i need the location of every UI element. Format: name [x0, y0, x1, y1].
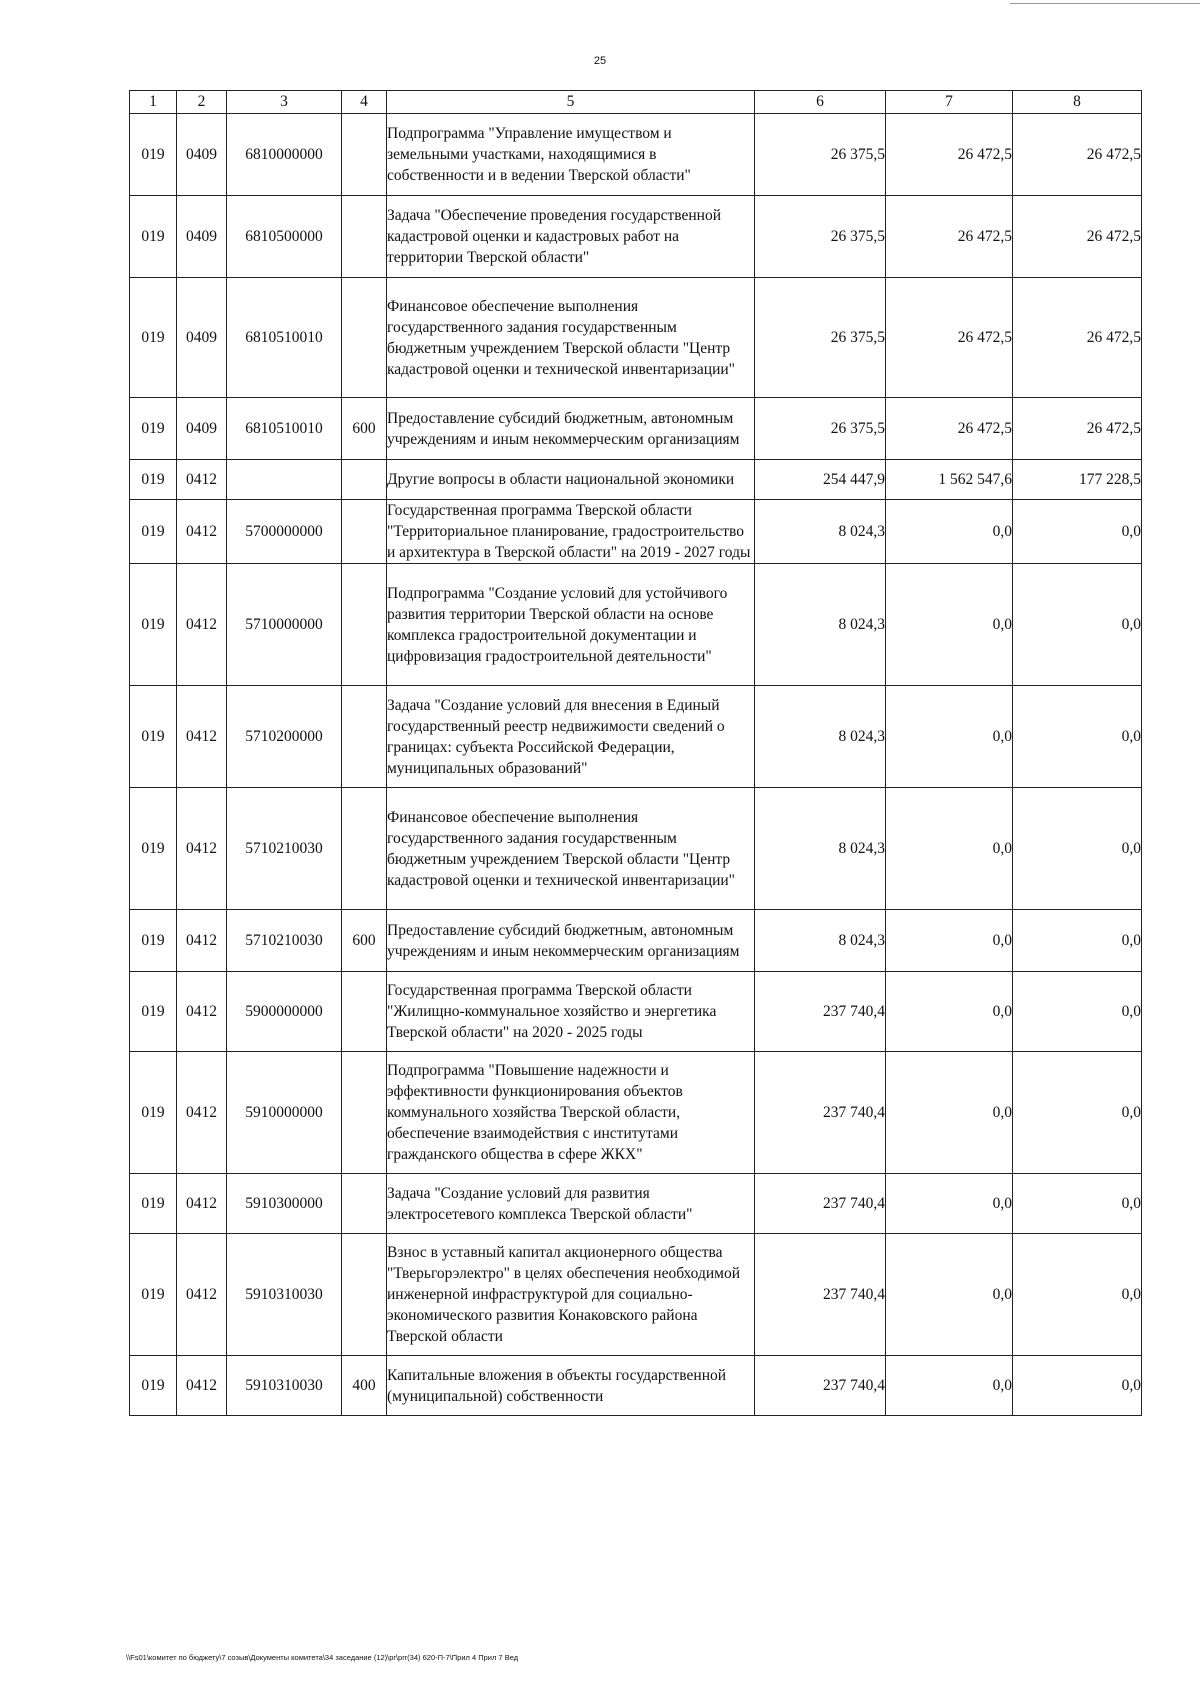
- cell-chapter: 019: [130, 564, 177, 686]
- cell-amount-6: 26 375,5: [755, 398, 886, 460]
- cell-amount-8: 0,0: [1013, 788, 1142, 910]
- cell-amount-8: 0,0: [1013, 1052, 1142, 1174]
- cell-section: 0412: [177, 500, 227, 564]
- table-row: [130, 1234, 1142, 1356]
- cell-section: 0412: [177, 1356, 227, 1416]
- cell-amount-7: 0,0: [886, 686, 1013, 788]
- cell-amount-7: 0,0: [886, 788, 1013, 910]
- cell-amount-8: 0,0: [1013, 910, 1142, 972]
- cell-target-article: 6810510010: [227, 278, 342, 398]
- table-row: [130, 460, 1142, 500]
- cell-expense-type: [342, 972, 387, 1052]
- table-row: [130, 196, 1142, 278]
- cell-section: 0409: [177, 398, 227, 460]
- cell-target-article: 5910310030: [227, 1234, 342, 1356]
- cell-chapter: 019: [130, 972, 177, 1052]
- table-row: [130, 114, 1142, 196]
- col-header-2: 2: [177, 91, 227, 114]
- cell-expense-type: [342, 788, 387, 910]
- cell-amount-7: 26 472,5: [886, 278, 1013, 398]
- cell-amount-7: 0,0: [886, 1052, 1013, 1174]
- cell-name: Подпрограмма "Управление имуществом и земельными участками, находящимися в собственности и в ведении Тверской области": [387, 114, 755, 196]
- cell-section: 0412: [177, 1052, 227, 1174]
- cell-target-article: 6810000000: [227, 114, 342, 196]
- col-header-8: 8: [1013, 91, 1142, 114]
- cell-name: Подпрограмма "Повышение надежности и эффективности функционирования объектов коммунального хозяйства Тверской области, обеспечение взаимодействия с институтами гражданского общества в сфере ЖКХ": [387, 1052, 755, 1174]
- table-row: [130, 500, 1142, 564]
- col-header-1: 1: [130, 91, 177, 114]
- cell-target-article: 5710210030: [227, 910, 342, 972]
- cell-amount-6: 237 740,4: [755, 1174, 886, 1234]
- cell-amount-8: 0,0: [1013, 500, 1142, 564]
- cell-expense-type: [342, 686, 387, 788]
- cell-name: Другие вопросы в области национальной экономики: [387, 460, 755, 500]
- cell-name: Предоставление субсидий бюджетным, автономным учреждениям и иным некоммерческим организациям: [387, 910, 755, 972]
- cell-section: 0409: [177, 278, 227, 398]
- cell-chapter: 019: [130, 910, 177, 972]
- cell-expense-type: 400: [342, 1356, 387, 1416]
- cell-chapter: 019: [130, 1356, 177, 1416]
- cell-amount-7: 26 472,5: [886, 114, 1013, 196]
- cell-amount-8: 0,0: [1013, 564, 1142, 686]
- cell-section: 0412: [177, 686, 227, 788]
- cell-name: Задача "Обеспечение проведения государственной кадастровой оценки и кадастровых работ на территории Тверской области": [387, 196, 755, 278]
- cell-name: Финансовое обеспечение выполнения государственного задания государственным бюджетным учреждением Тверской области "Центр кадастровой оценки и технической инвентаризации": [387, 788, 755, 910]
- cell-amount-6: 237 740,4: [755, 1356, 886, 1416]
- cell-amount-6: 237 740,4: [755, 972, 886, 1052]
- cell-amount-8: 0,0: [1013, 1174, 1142, 1234]
- table-row: [130, 1356, 1142, 1416]
- budget-table: [129, 90, 1142, 1416]
- cell-amount-7: 0,0: [886, 1174, 1013, 1234]
- cell-name: Взнос в уставный капитал акционерного общества "Тверьгорэлектро" в целях обеспечения необходимой инженерной инфраструктурой для социально-экономического развития Конаковского района Тверской области: [387, 1234, 755, 1356]
- cell-section: 0409: [177, 196, 227, 278]
- col-header-7: 7: [886, 91, 1013, 114]
- cell-expense-type: [342, 564, 387, 686]
- cell-amount-7: 0,0: [886, 1234, 1013, 1356]
- cell-section: 0412: [177, 1234, 227, 1356]
- cell-name: Подпрограмма "Создание условий для устойчивого развития территории Тверской области на основе комплекса градостроительной документации и цифровизация градостроительной деятельности": [387, 564, 755, 686]
- cell-expense-type: [342, 196, 387, 278]
- cell-target-article: 6810510010: [227, 398, 342, 460]
- cell-amount-7: 0,0: [886, 564, 1013, 686]
- col-header-4: 4: [342, 91, 387, 114]
- cell-chapter: 019: [130, 1052, 177, 1174]
- cell-chapter: 019: [130, 460, 177, 500]
- cell-amount-6: 26 375,5: [755, 114, 886, 196]
- cell-amount-7: 0,0: [886, 972, 1013, 1052]
- cell-expense-type: 600: [342, 398, 387, 460]
- cell-amount-8: 26 472,5: [1013, 278, 1142, 398]
- cell-amount-8: 26 472,5: [1013, 196, 1142, 278]
- cell-section: 0412: [177, 460, 227, 500]
- cell-amount-6: 237 740,4: [755, 1052, 886, 1174]
- page-number: 25: [593, 55, 607, 67]
- cell-amount-7: 0,0: [886, 1356, 1013, 1416]
- cell-chapter: 019: [130, 278, 177, 398]
- cell-amount-8: 26 472,5: [1013, 114, 1142, 196]
- cell-name: Предоставление субсидий бюджетным, автономным учреждениям и иным некоммерческим организациям: [387, 398, 755, 460]
- cell-amount-7: 26 472,5: [886, 196, 1013, 278]
- cell-chapter: 019: [130, 1174, 177, 1234]
- table-row: [130, 278, 1142, 398]
- cell-target-article: 5710200000: [227, 686, 342, 788]
- cell-amount-7: 26 472,5: [886, 398, 1013, 460]
- cell-amount-6: 8 024,3: [755, 788, 886, 910]
- top-edge-rule: [1010, 3, 1200, 4]
- cell-chapter: 019: [130, 500, 177, 564]
- cell-expense-type: [342, 114, 387, 196]
- cell-amount-6: 8 024,3: [755, 910, 886, 972]
- cell-name: Задача "Создание условий для внесения в Единый государственный реестр недвижимости сведений о границах: субъекта Российской Федерации, муниципальных образований": [387, 686, 755, 788]
- table-row: [130, 1174, 1142, 1234]
- table-row: [130, 1052, 1142, 1174]
- cell-section: 0412: [177, 564, 227, 686]
- cell-target-article: 5710210030: [227, 788, 342, 910]
- cell-section: 0412: [177, 972, 227, 1052]
- cell-section: 0412: [177, 788, 227, 910]
- cell-amount-8: 0,0: [1013, 686, 1142, 788]
- table-row: [130, 564, 1142, 686]
- table-row: [130, 910, 1142, 972]
- cell-amount-7: 0,0: [886, 910, 1013, 972]
- cell-name: Финансовое обеспечение выполнения государственного задания государственным бюджетным учреждением Тверской области "Центр кадастровой оценки и технической инвентаризации": [387, 278, 755, 398]
- table-row: [130, 788, 1142, 910]
- cell-chapter: 019: [130, 398, 177, 460]
- cell-amount-6: 8 024,3: [755, 500, 886, 564]
- cell-expense-type: [342, 1052, 387, 1174]
- col-header-6: 6: [755, 91, 886, 114]
- cell-chapter: 019: [130, 1234, 177, 1356]
- cell-target-article: 5900000000: [227, 972, 342, 1052]
- cell-name: Государственная программа Тверской области "Территориальное планирование, градостроительство и архитектура в Тверской области" на 2019 - 2027 годы: [387, 500, 755, 564]
- footer-file-path: \\Fs01\комитет по бюджету\7 созыв\Документы комитета\34 заседание (12)\pr\prr(34) 620-П-7\Прил 4 Прил 7 Вед: [126, 1653, 519, 1662]
- cell-expense-type: [342, 500, 387, 564]
- cell-expense-type: [342, 1234, 387, 1356]
- table-row: [130, 686, 1142, 788]
- cell-chapter: 019: [130, 788, 177, 910]
- cell-expense-type: [342, 460, 387, 500]
- cell-amount-6: 8 024,3: [755, 564, 886, 686]
- cell-expense-type: [342, 1174, 387, 1234]
- cell-amount-7: 1 562 547,6: [886, 460, 1013, 500]
- cell-amount-8: 26 472,5: [1013, 398, 1142, 460]
- cell-chapter: 019: [130, 114, 177, 196]
- cell-section: 0409: [177, 114, 227, 196]
- cell-amount-8: 177 228,5: [1013, 460, 1142, 500]
- cell-amount-8: 0,0: [1013, 1234, 1142, 1356]
- col-header-5: 5: [387, 91, 755, 114]
- cell-chapter: 019: [130, 196, 177, 278]
- cell-target-article: 5710000000: [227, 564, 342, 686]
- cell-expense-type: [342, 278, 387, 398]
- table-body: [130, 114, 1142, 1416]
- cell-target-article: 5910310030: [227, 1356, 342, 1416]
- cell-chapter: 019: [130, 686, 177, 788]
- cell-amount-6: 26 375,5: [755, 196, 886, 278]
- col-header-3: 3: [227, 91, 342, 114]
- cell-section: 0412: [177, 910, 227, 972]
- cell-amount-8: 0,0: [1013, 972, 1142, 1052]
- cell-amount-6: 26 375,5: [755, 278, 886, 398]
- cell-expense-type: 600: [342, 910, 387, 972]
- cell-name: Задача "Создание условий для развития электросетевого комплекса Тверской области": [387, 1174, 755, 1234]
- header-row: [130, 91, 1142, 114]
- cell-section: 0412: [177, 1174, 227, 1234]
- cell-amount-6: 237 740,4: [755, 1234, 886, 1356]
- cell-amount-7: 0,0: [886, 500, 1013, 564]
- cell-target-article: 5910000000: [227, 1052, 342, 1174]
- cell-target-article: [227, 460, 342, 500]
- cell-target-article: 6810500000: [227, 196, 342, 278]
- cell-name: Государственная программа Тверской области "Жилищно-коммунальное хозяйство и энергетика Тверской области" на 2020 - 2025 годы: [387, 972, 755, 1052]
- table-row: [130, 398, 1142, 460]
- table-row: [130, 972, 1142, 1052]
- cell-amount-6: 254 447,9: [755, 460, 886, 500]
- cell-target-article: 5910300000: [227, 1174, 342, 1234]
- cell-amount-8: 0,0: [1013, 1356, 1142, 1416]
- cell-name: Капитальные вложения в объекты государственной (муниципальной) собственности: [387, 1356, 755, 1416]
- cell-target-article: 5700000000: [227, 500, 342, 564]
- cell-amount-6: 8 024,3: [755, 686, 886, 788]
